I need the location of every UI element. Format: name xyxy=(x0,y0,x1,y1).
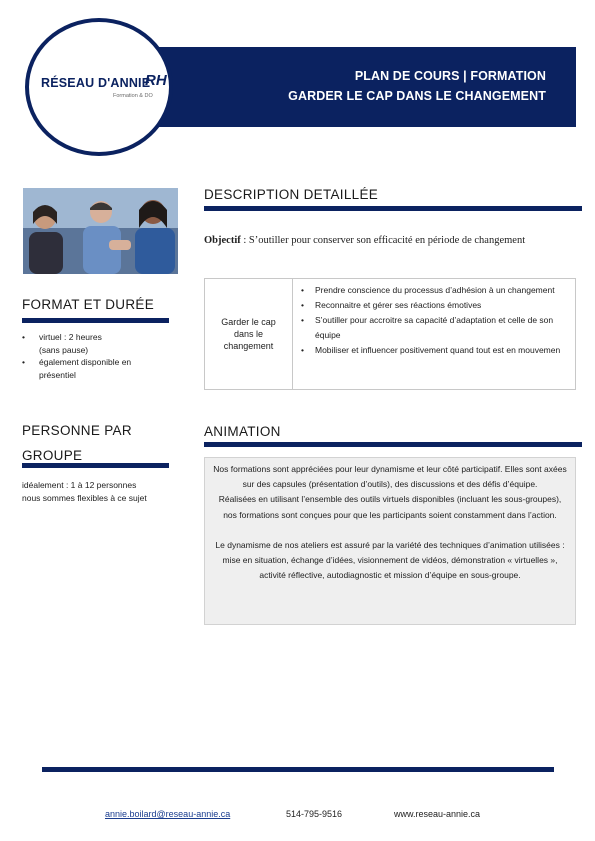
format-item-line: (sans pause) xyxy=(39,344,89,355)
list-item: • Prendre conscience du processus d’adhésion à un changement xyxy=(301,283,567,298)
objective-text: : S’outiller pour conserver son efficacité en période de changement xyxy=(240,235,526,246)
objectives-table xyxy=(204,278,576,390)
table-topic-cell: Garder le cap dans le changement xyxy=(205,279,293,389)
objective-line xyxy=(204,235,525,246)
footer-phone: 514-795-9516 xyxy=(286,809,343,819)
footer-divider xyxy=(42,767,554,772)
format-item-line: également disponible en xyxy=(39,357,132,367)
company-logo xyxy=(25,18,173,156)
list-item: • Reconnaitre et gérer ses réactions émotives xyxy=(301,298,567,313)
group-heading-line: PERSONNE PAR xyxy=(22,423,132,438)
list-item: • S’outiller pour accroitre sa capacité d’adaptation et celle de son équipe xyxy=(301,313,567,343)
title-line-1: PLAN DE COURS | FORMATION xyxy=(354,69,546,83)
footer-email xyxy=(105,809,230,819)
footer-website: www.reseau-annie.ca xyxy=(394,809,481,819)
format-item-line: présentiel xyxy=(39,369,76,380)
paragraph-spacer xyxy=(213,523,567,538)
group-size-line: idéalement : 1 à 12 personnes xyxy=(22,480,137,490)
document-title xyxy=(288,66,546,106)
list-item xyxy=(22,331,172,356)
format-heading: FORMAT ET DURÉE xyxy=(22,297,155,312)
animation-paragraph: Le dynamisme de nos ateliers est assuré par la variété des techniques d’animation utilisées : mise en situation, échange d’idées, visionnement de vidéos, démonstration « virtuelles », activité réflective, autodiagnostic et mission d’équipe en sous-groupe. xyxy=(215,539,565,581)
animation-paragraph: Nos formations sont appréciées pour leur dynamisme et leur côté participatif. Elles sont axées sur des capsules (présentation d’outils), des discussions et des défis d’équipe. xyxy=(213,464,567,490)
description-divider xyxy=(204,206,582,211)
format-item-line: virtuel : 2 heures xyxy=(39,332,102,342)
logo-subtitle: Formation & DO xyxy=(113,93,153,99)
animation-paragraph: Réalisées en utilisant l’ensemble des outils virtuels disponibles (incluant les sous-groupes), nos formations sont conçues pour que les participants soient constamment dans l’action. xyxy=(218,494,562,520)
list-item: • Mobiliser et influencer positivement quand tout est en mouvemen xyxy=(301,343,567,358)
logo-name: RÉSEAU D'ANNIE xyxy=(41,76,151,90)
group-size-line: nous sommes flexibles à ce sujet xyxy=(22,493,147,503)
description-heading: DESCRIPTION DETAILLÉE xyxy=(204,187,379,202)
table-items-cell xyxy=(293,279,575,389)
objectives-list xyxy=(301,283,567,358)
animation-divider xyxy=(204,442,582,447)
header-band xyxy=(150,47,576,127)
format-list xyxy=(22,331,172,381)
group-divider xyxy=(22,463,169,468)
objective-label: Objectif xyxy=(204,235,241,246)
group-heading xyxy=(22,418,132,468)
group-size-text xyxy=(22,479,182,505)
logo-rh-mark: RH xyxy=(145,72,167,89)
title-line-2: GARDER LE CAP DANS LE CHANGEMENT xyxy=(288,89,546,103)
animation-heading: ANIMATION xyxy=(204,424,281,439)
format-divider xyxy=(22,318,169,323)
animation-text-box xyxy=(204,457,576,625)
team-photo xyxy=(23,188,178,274)
group-heading-line: GROUPE xyxy=(22,448,83,463)
email-link[interactable]: annie.boilard@reseau-annie.ca xyxy=(105,809,231,819)
list-item xyxy=(22,356,172,381)
